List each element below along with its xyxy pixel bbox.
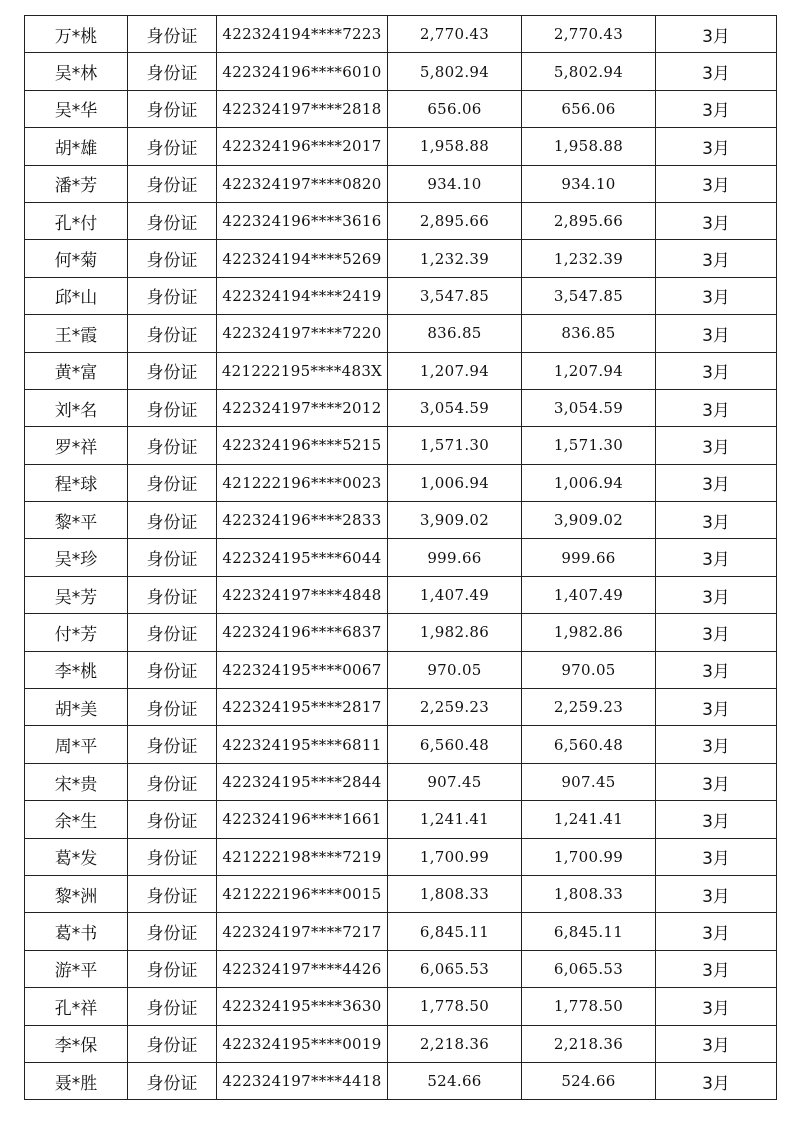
cell-amount-paid: 1,407.49 — [522, 576, 656, 613]
cell-id-number: 422324194****2419 — [217, 277, 388, 314]
cell-name: 黎*平 — [25, 502, 128, 539]
cell-id-number: 421222196****0023 — [217, 464, 388, 501]
cell-month: 3月 — [656, 651, 777, 688]
table-row — [25, 165, 777, 202]
table-row — [25, 240, 777, 277]
cell-amount: 1,207.94 — [388, 352, 522, 389]
cell-name: 吴*林 — [25, 53, 128, 90]
cell-month: 3月 — [656, 539, 777, 576]
cell-id-number: 422324196****6837 — [217, 614, 388, 651]
cell-amount: 3,547.85 — [388, 277, 522, 314]
cell-amount-paid: 3,547.85 — [522, 277, 656, 314]
table-row — [25, 763, 777, 800]
cell-month: 3月 — [656, 128, 777, 165]
cell-name: 李*保 — [25, 1025, 128, 1062]
cell-month: 3月 — [656, 464, 777, 501]
cell-name: 刘*名 — [25, 389, 128, 426]
cell-amount-paid: 524.66 — [522, 1062, 656, 1099]
cell-month: 3月 — [656, 352, 777, 389]
cell-id-type: 身份证 — [128, 763, 217, 800]
cell-id-number: 422324196****1661 — [217, 801, 388, 838]
cell-id-number: 422324194****7223 — [217, 16, 388, 53]
cell-id-type: 身份证 — [128, 726, 217, 763]
cell-month: 3月 — [656, 763, 777, 800]
cell-name: 葛*书 — [25, 913, 128, 950]
cell-id-number: 422324197****7217 — [217, 913, 388, 950]
table-row — [25, 53, 777, 90]
cell-name: 付*芳 — [25, 614, 128, 651]
cell-amount-paid: 2,895.66 — [522, 202, 656, 239]
cell-id-number: 422324195****2844 — [217, 763, 388, 800]
cell-amount: 907.45 — [388, 763, 522, 800]
cell-amount: 1,571.30 — [388, 427, 522, 464]
cell-id-number: 422324195****6811 — [217, 726, 388, 763]
cell-month: 3月 — [656, 90, 777, 127]
document-page — [24, 15, 776, 1100]
cell-amount-paid: 970.05 — [522, 651, 656, 688]
cell-name: 吴*芳 — [25, 576, 128, 613]
payment-table — [24, 15, 777, 1100]
cell-month: 3月 — [656, 838, 777, 875]
cell-month: 3月 — [656, 576, 777, 613]
cell-id-type: 身份证 — [128, 875, 217, 912]
cell-amount: 2,770.43 — [388, 16, 522, 53]
cell-amount-paid: 1,778.50 — [522, 988, 656, 1025]
cell-amount: 5,802.94 — [388, 53, 522, 90]
cell-amount: 999.66 — [388, 539, 522, 576]
table-row — [25, 838, 777, 875]
cell-amount-paid: 934.10 — [522, 165, 656, 202]
cell-id-type: 身份证 — [128, 315, 217, 352]
cell-id-number: 421222195****483X — [217, 352, 388, 389]
cell-amount: 2,895.66 — [388, 202, 522, 239]
cell-id-number: 422324197****0820 — [217, 165, 388, 202]
cell-month: 3月 — [656, 689, 777, 726]
cell-id-type: 身份证 — [128, 240, 217, 277]
cell-id-type: 身份证 — [128, 576, 217, 613]
cell-name: 吴*华 — [25, 90, 128, 127]
cell-name: 程*球 — [25, 464, 128, 501]
cell-name: 孔*付 — [25, 202, 128, 239]
cell-amount-paid: 907.45 — [522, 763, 656, 800]
cell-id-number: 422324196****3616 — [217, 202, 388, 239]
table-row — [25, 464, 777, 501]
table-row — [25, 913, 777, 950]
cell-amount: 6,560.48 — [388, 726, 522, 763]
cell-month: 3月 — [656, 801, 777, 838]
cell-amount-paid: 3,054.59 — [522, 389, 656, 426]
cell-amount: 1,006.94 — [388, 464, 522, 501]
cell-amount-paid: 836.85 — [522, 315, 656, 352]
cell-id-type: 身份证 — [128, 427, 217, 464]
cell-amount: 1,700.99 — [388, 838, 522, 875]
table-row — [25, 1025, 777, 1062]
table-row — [25, 427, 777, 464]
cell-amount: 1,241.41 — [388, 801, 522, 838]
cell-id-number: 422324196****5215 — [217, 427, 388, 464]
cell-id-type: 身份证 — [128, 651, 217, 688]
table-row — [25, 950, 777, 987]
cell-id-type: 身份证 — [128, 464, 217, 501]
cell-id-type: 身份证 — [128, 389, 217, 426]
cell-amount-paid: 656.06 — [522, 90, 656, 127]
cell-amount-paid: 1,006.94 — [522, 464, 656, 501]
table-row — [25, 315, 777, 352]
cell-month: 3月 — [656, 726, 777, 763]
cell-month: 3月 — [656, 165, 777, 202]
cell-amount: 1,407.49 — [388, 576, 522, 613]
cell-month: 3月 — [656, 315, 777, 352]
cell-name: 何*菊 — [25, 240, 128, 277]
cell-id-type: 身份证 — [128, 838, 217, 875]
cell-amount-paid: 2,770.43 — [522, 16, 656, 53]
cell-id-type: 身份证 — [128, 53, 217, 90]
cell-amount: 2,218.36 — [388, 1025, 522, 1062]
cell-amount: 6,845.11 — [388, 913, 522, 950]
table-row — [25, 1062, 777, 1099]
table-row — [25, 801, 777, 838]
cell-amount-paid: 1,207.94 — [522, 352, 656, 389]
cell-amount: 1,808.33 — [388, 875, 522, 912]
cell-month: 3月 — [656, 502, 777, 539]
cell-amount: 1,778.50 — [388, 988, 522, 1025]
cell-id-number: 422324196****2017 — [217, 128, 388, 165]
cell-month: 3月 — [656, 389, 777, 426]
cell-id-number: 422324197****4418 — [217, 1062, 388, 1099]
cell-amount-paid: 2,218.36 — [522, 1025, 656, 1062]
table-row — [25, 988, 777, 1025]
cell-month: 3月 — [656, 277, 777, 314]
cell-id-number: 422324194****5269 — [217, 240, 388, 277]
cell-id-type: 身份证 — [128, 1062, 217, 1099]
cell-id-type: 身份证 — [128, 165, 217, 202]
cell-name: 邱*山 — [25, 277, 128, 314]
cell-id-type: 身份证 — [128, 1025, 217, 1062]
cell-month: 3月 — [656, 16, 777, 53]
cell-id-type: 身份证 — [128, 502, 217, 539]
cell-month: 3月 — [656, 1062, 777, 1099]
cell-id-type: 身份证 — [128, 801, 217, 838]
cell-id-type: 身份证 — [128, 539, 217, 576]
cell-name: 罗*祥 — [25, 427, 128, 464]
cell-amount: 970.05 — [388, 651, 522, 688]
cell-name: 李*桃 — [25, 651, 128, 688]
cell-month: 3月 — [656, 913, 777, 950]
cell-amount-paid: 1,232.39 — [522, 240, 656, 277]
cell-id-type: 身份证 — [128, 689, 217, 726]
cell-name: 王*霞 — [25, 315, 128, 352]
cell-id-type: 身份证 — [128, 90, 217, 127]
cell-amount-paid: 1,241.41 — [522, 801, 656, 838]
cell-id-type: 身份证 — [128, 913, 217, 950]
table-row — [25, 689, 777, 726]
cell-name: 游*平 — [25, 950, 128, 987]
table-row — [25, 539, 777, 576]
table-row — [25, 202, 777, 239]
cell-month: 3月 — [656, 1025, 777, 1062]
cell-id-number: 421222198****7219 — [217, 838, 388, 875]
cell-id-number: 421222196****0015 — [217, 875, 388, 912]
cell-id-type: 身份证 — [128, 614, 217, 651]
cell-amount: 2,259.23 — [388, 689, 522, 726]
cell-name: 宋*贵 — [25, 763, 128, 800]
cell-amount-paid: 3,909.02 — [522, 502, 656, 539]
cell-id-type: 身份证 — [128, 128, 217, 165]
cell-amount-paid: 5,802.94 — [522, 53, 656, 90]
cell-name: 余*生 — [25, 801, 128, 838]
cell-month: 3月 — [656, 950, 777, 987]
cell-amount: 1,958.88 — [388, 128, 522, 165]
cell-name: 葛*发 — [25, 838, 128, 875]
cell-amount-paid: 1,982.86 — [522, 614, 656, 651]
cell-amount: 1,232.39 — [388, 240, 522, 277]
cell-amount: 6,065.53 — [388, 950, 522, 987]
table-row — [25, 277, 777, 314]
cell-amount: 524.66 — [388, 1062, 522, 1099]
cell-name: 潘*芳 — [25, 165, 128, 202]
cell-id-type: 身份证 — [128, 202, 217, 239]
cell-month: 3月 — [656, 614, 777, 651]
cell-id-number: 422324197****2818 — [217, 90, 388, 127]
cell-id-number: 422324197****7220 — [217, 315, 388, 352]
cell-amount: 1,982.86 — [388, 614, 522, 651]
table-row — [25, 875, 777, 912]
cell-month: 3月 — [656, 875, 777, 912]
table-row — [25, 352, 777, 389]
cell-id-type: 身份证 — [128, 988, 217, 1025]
cell-name: 孔*祥 — [25, 988, 128, 1025]
cell-id-number: 422324197****2012 — [217, 389, 388, 426]
cell-month: 3月 — [656, 988, 777, 1025]
cell-id-type: 身份证 — [128, 16, 217, 53]
cell-month: 3月 — [656, 53, 777, 90]
cell-id-number: 422324195****2817 — [217, 689, 388, 726]
table-row — [25, 726, 777, 763]
cell-amount-paid: 1,571.30 — [522, 427, 656, 464]
cell-name: 胡*雄 — [25, 128, 128, 165]
cell-month: 3月 — [656, 427, 777, 464]
table-row — [25, 502, 777, 539]
cell-name: 吴*珍 — [25, 539, 128, 576]
cell-amount-paid: 6,560.48 — [522, 726, 656, 763]
table-row — [25, 128, 777, 165]
cell-amount-paid: 6,065.53 — [522, 950, 656, 987]
table-body — [25, 16, 777, 1100]
table-row — [25, 90, 777, 127]
cell-id-number: 422324197****4848 — [217, 576, 388, 613]
cell-name: 胡*美 — [25, 689, 128, 726]
cell-name: 黎*洲 — [25, 875, 128, 912]
table-row — [25, 576, 777, 613]
cell-amount: 656.06 — [388, 90, 522, 127]
cell-id-number: 422324195****0067 — [217, 651, 388, 688]
cell-amount: 3,054.59 — [388, 389, 522, 426]
cell-month: 3月 — [656, 240, 777, 277]
cell-name: 黄*富 — [25, 352, 128, 389]
cell-id-number: 422324196****6010 — [217, 53, 388, 90]
cell-id-type: 身份证 — [128, 277, 217, 314]
cell-amount: 836.85 — [388, 315, 522, 352]
cell-amount-paid: 1,700.99 — [522, 838, 656, 875]
cell-amount-paid: 1,808.33 — [522, 875, 656, 912]
cell-id-number: 422324196****2833 — [217, 502, 388, 539]
cell-amount-paid: 6,845.11 — [522, 913, 656, 950]
cell-amount: 934.10 — [388, 165, 522, 202]
cell-amount-paid: 999.66 — [522, 539, 656, 576]
table-row — [25, 614, 777, 651]
cell-id-number: 422324195****3630 — [217, 988, 388, 1025]
cell-id-type: 身份证 — [128, 352, 217, 389]
cell-name: 聂*胜 — [25, 1062, 128, 1099]
cell-amount-paid: 2,259.23 — [522, 689, 656, 726]
cell-name: 周*平 — [25, 726, 128, 763]
cell-id-type: 身份证 — [128, 950, 217, 987]
table-row — [25, 16, 777, 53]
cell-amount: 3,909.02 — [388, 502, 522, 539]
cell-id-number: 422324195****0019 — [217, 1025, 388, 1062]
cell-amount-paid: 1,958.88 — [522, 128, 656, 165]
cell-name: 万*桃 — [25, 16, 128, 53]
cell-month: 3月 — [656, 202, 777, 239]
cell-id-number: 422324197****4426 — [217, 950, 388, 987]
cell-id-number: 422324195****6044 — [217, 539, 388, 576]
table-row — [25, 651, 777, 688]
table-row — [25, 389, 777, 426]
